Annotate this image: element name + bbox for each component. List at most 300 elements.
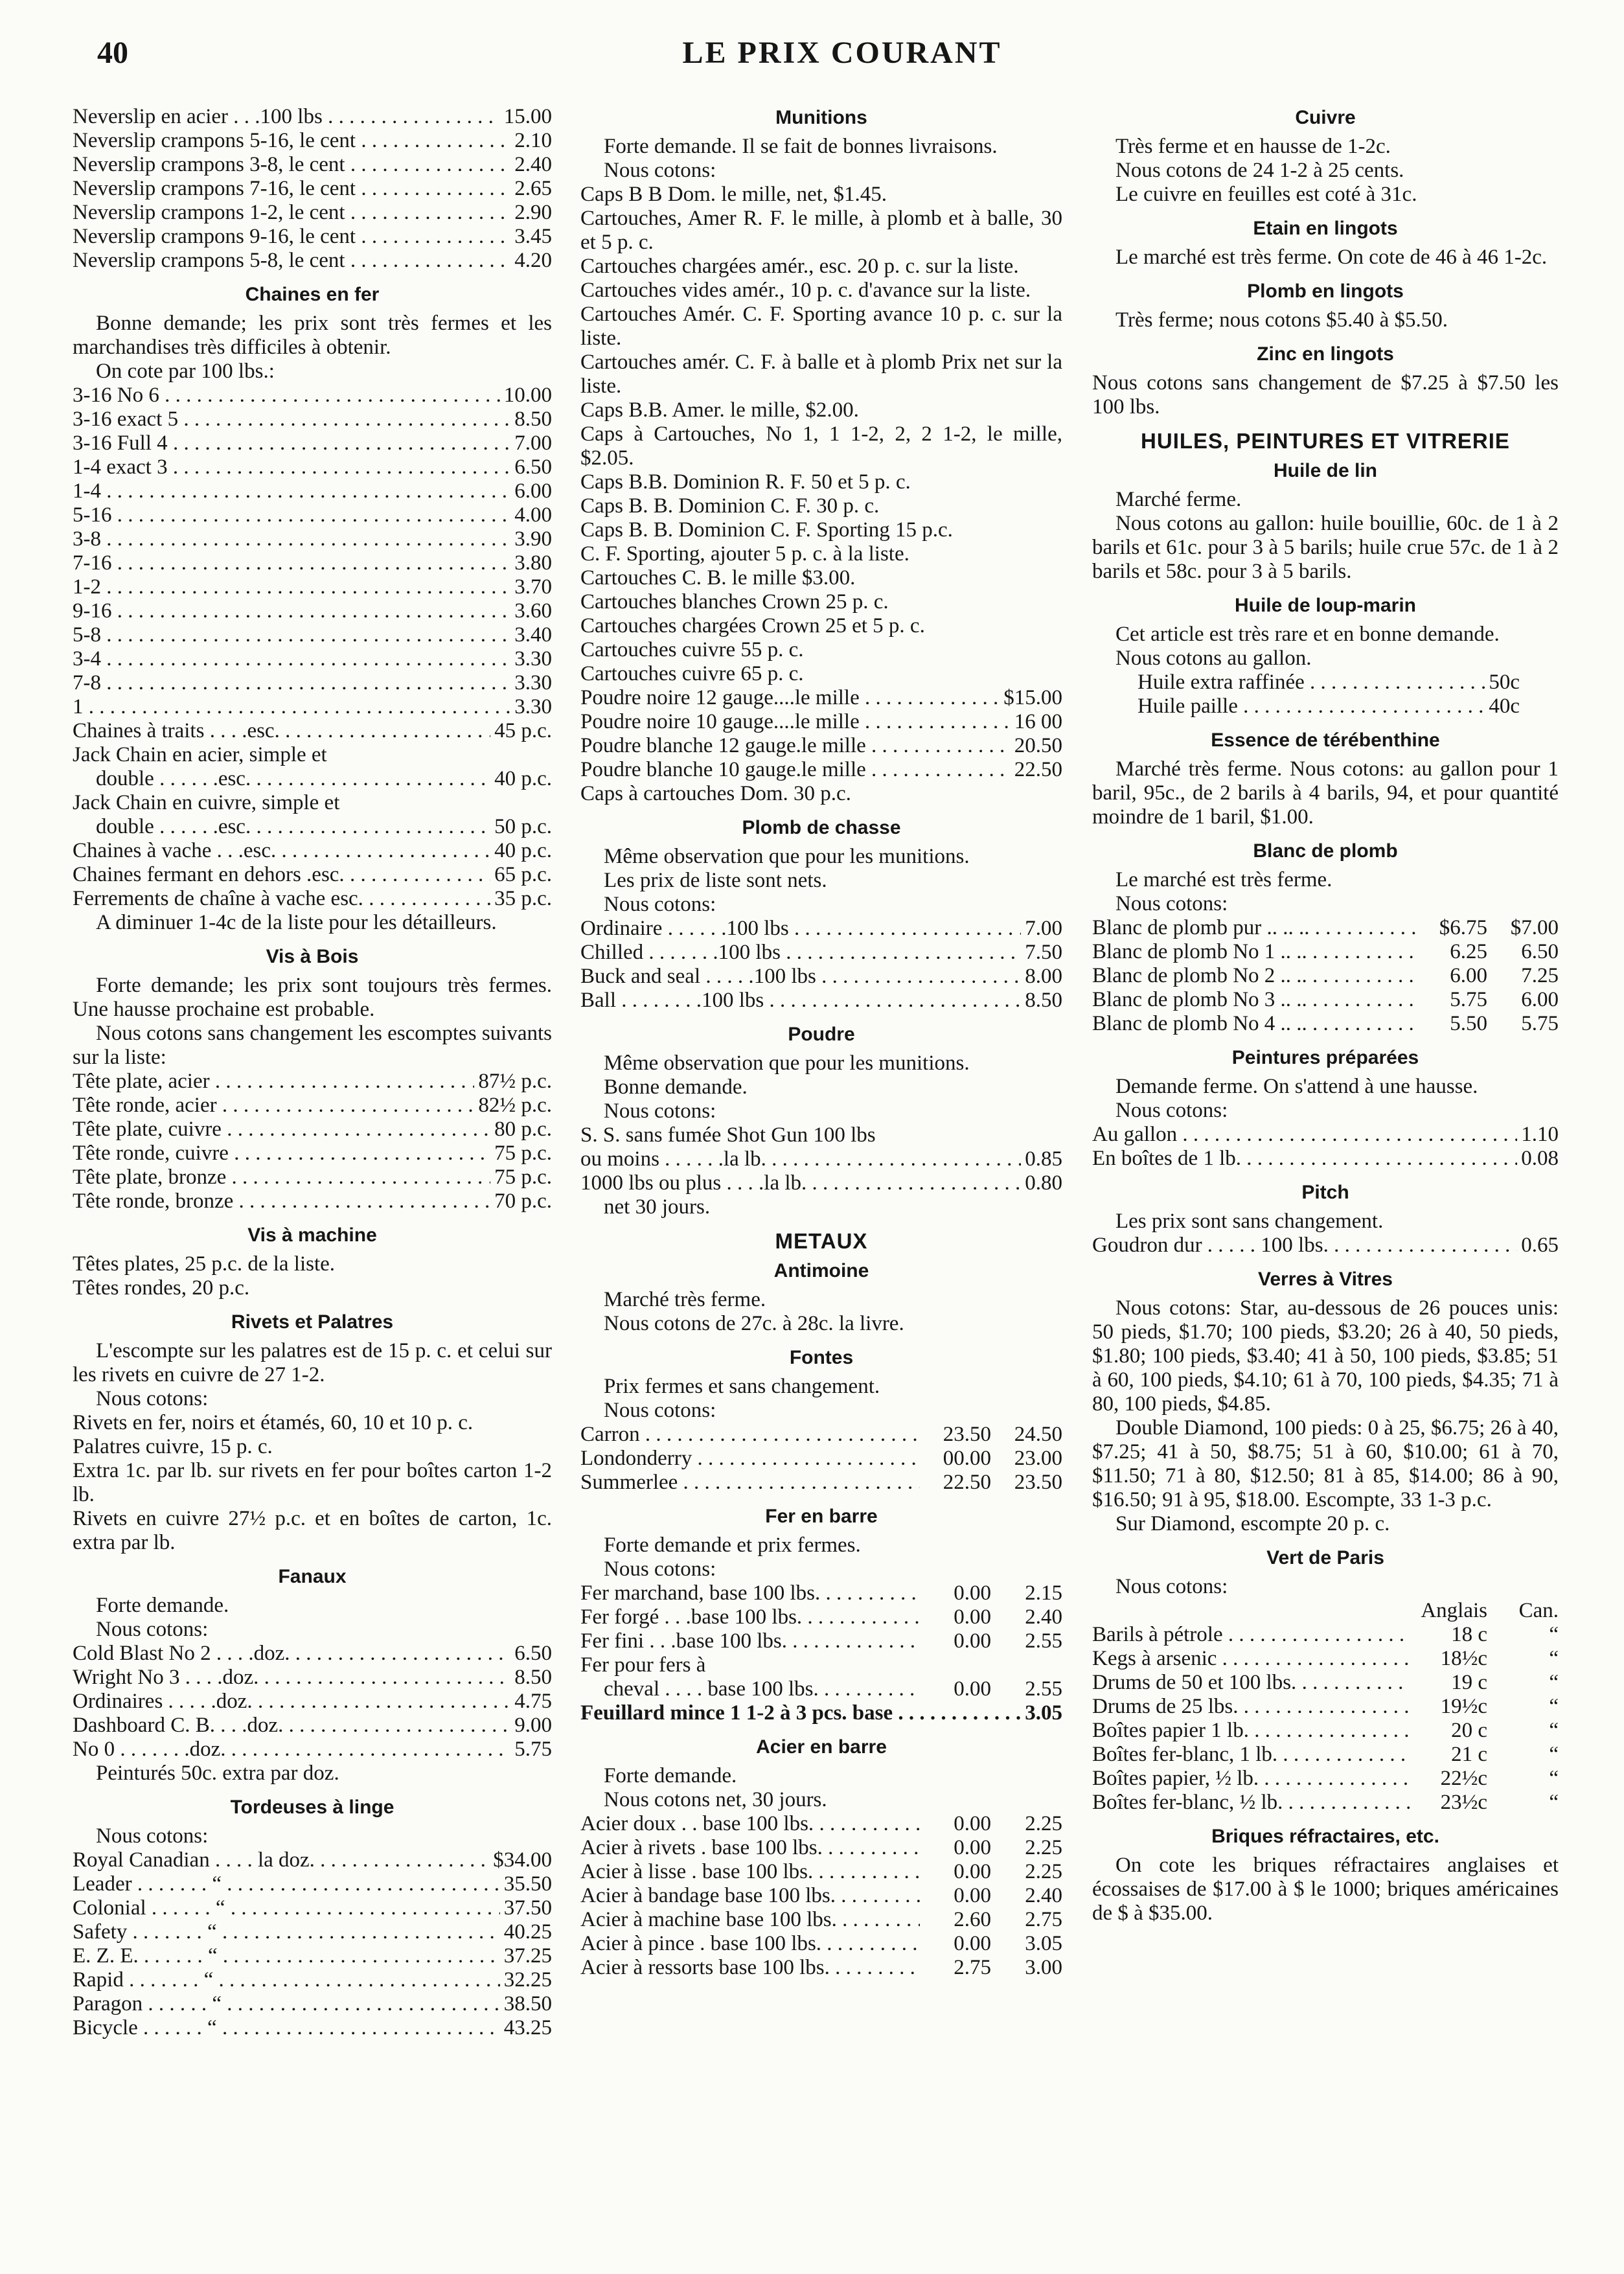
fontes-intro: Prix fermes et sans changement.: [604, 1375, 880, 1398]
column-3: [1092, 105, 1559, 1925]
neverslip-row: [73, 249, 552, 273]
essence-text: Marché très ferme. Nous cotons: au gallon pour 1 baril, 95c., de 2 barils à 4 barils, 94, et pour quantité moindre de 1 baril, $1.00.: [1092, 757, 1559, 829]
poudre-mille-value: 16 00: [1014, 710, 1062, 733]
plomb-chasse-label: Ordinaire . . . . . .100 lbs . . .: [580, 917, 1021, 941]
munitions-cote: Nous cotons:: [604, 159, 716, 182]
chaine-row: [73, 623, 552, 647]
vis-bois-label: Tête plate, cuivre . . . . . . .: [73, 1118, 490, 1142]
pitch-1: Les prix sont sans changement.: [1115, 1210, 1384, 1233]
fonte-label: Carron . . . . . . . . . . .: [580, 1423, 920, 1447]
chaine-extra-label: Chaines fermant en dehors .esc. . . .: [73, 863, 490, 887]
section-heading-vis-bois: Vis à Bois: [266, 946, 359, 967]
blanc-plomb-value-a: 6.00: [1450, 964, 1487, 987]
vert-paris-value-b: “: [1549, 1743, 1559, 1766]
vis-bois-row: [73, 1094, 552, 1118]
chaines-list: [73, 384, 552, 743]
acier-row: [580, 1860, 1062, 1884]
chaine-row: [73, 527, 552, 551]
chaine-value: 3.30: [514, 647, 552, 671]
fanal-row: [73, 1690, 552, 1714]
vis-bois-row: [73, 1142, 552, 1166]
chaine-label: 3-16 exact 5 . . .: [73, 408, 510, 431]
section-heading-antimoine: Antimoine: [773, 1260, 869, 1281]
blanc-plomb-label: Blanc de plomb pur .. .. .. . . .: [1092, 916, 1416, 940]
poudre-intro: Même observation que pour les munitions.: [604, 1051, 970, 1075]
vert-paris-row: [1092, 1671, 1559, 1695]
fer-value-b: 2.40: [1025, 1605, 1062, 1629]
blanc-plomb-value-a: 5.75: [1450, 988, 1487, 1011]
fanal-label: Dashboard C. B. . . .doz. . . .: [73, 1714, 510, 1738]
acier-list: [580, 1812, 1062, 1980]
munition-line: Cartouches vides amér., 10 p. c. d'avance sur la liste.: [580, 279, 1031, 302]
chaine-row: [73, 671, 552, 695]
vert-paris-value-a: 22½c: [1440, 1767, 1487, 1790]
poudres-list: [580, 686, 1062, 782]
huile-loup-row: [1138, 671, 1520, 695]
vert-paris-value-a: 19½c: [1440, 1695, 1487, 1718]
poudre-mille-row: [580, 686, 1062, 710]
munition-line: Caps B. B. Dominion C. F. 30 p. c.: [580, 494, 880, 518]
neverslip-value: 15.00: [503, 105, 552, 128]
peinture-row: [1092, 1147, 1559, 1171]
fanal-value: 8.50: [514, 1666, 552, 1689]
plomb-note: Les prix de liste sont nets.: [604, 869, 827, 892]
chaine-label: 1 . . .: [73, 695, 510, 719]
acier-row: [580, 1956, 1062, 1980]
fontes-cote: Nous cotons:: [604, 1399, 716, 1422]
blanc-plomb-label: Blanc de plomb No 2 .. .. . . .: [1092, 964, 1416, 988]
chaine-extra-value: 65 p.c.: [494, 863, 552, 886]
fanal-row: [73, 1642, 552, 1666]
peinture-label: Au gallon . . . . . . . . . . . .: [1092, 1123, 1517, 1147]
munition-line: Caps B.B. Amer. le mille, $2.00.: [580, 398, 859, 422]
fonte-row: [580, 1423, 1062, 1447]
blanc-plomb-label: Blanc de plomb No 4 .. .. . . .: [1092, 1012, 1416, 1036]
fanaux-note: Peinturés 50c. extra par doz.: [96, 1762, 339, 1785]
chaine-label: 7-8 . . .: [73, 671, 510, 695]
vert-paris-label: Barils à pétrole . . . . . .: [1092, 1623, 1410, 1647]
poudre-ss-row: [580, 1147, 1062, 1171]
plomb-chasse-row: [580, 965, 1062, 989]
plomb-chasse-row: [580, 989, 1062, 1013]
neverslip-label: Neverslip crampons 1-2, le cent . . . .: [73, 201, 510, 225]
fanaux-list: [73, 1642, 552, 1762]
acier-value-b: 2.25: [1025, 1812, 1062, 1835]
vis-bois-value: 82½ p.c.: [478, 1094, 552, 1117]
section-heading-munitions: Munitions: [775, 107, 867, 128]
section-heading-briques: Briques réfractaires, etc.: [1211, 1826, 1439, 1847]
blanc-plomb-value-a: 5.50: [1450, 1012, 1487, 1035]
acier-value-b: 2.25: [1025, 1836, 1062, 1859]
vis-bois-row: [73, 1070, 552, 1094]
munitions-intro: Forte demande. Il se fait de bonnes livraisons.: [604, 135, 998, 158]
poudre-cote: Nous cotons:: [604, 1099, 716, 1123]
plomb-cote: Nous cotons:: [604, 893, 716, 916]
tordeuse-row: [73, 1920, 552, 1944]
neverslip-label: Neverslip crampons 5-16, le cent . . . .: [73, 129, 510, 153]
section-heading-essence: Essence de térébenthine: [1211, 729, 1440, 751]
huile-lin-2: Nous cotons au gallon: huile bouillie, 60c. de 1 à 2 barils et 61c. pour 3 à 5 barils; huile crue 57c. de 1 à 2 barils et 58c. pour 3 à 5 barils.: [1092, 512, 1559, 583]
plomb-chasse-value: 7.50: [1025, 941, 1062, 964]
chaine-label: 1-2 . . .: [73, 575, 510, 599]
neverslip-list: [73, 105, 552, 273]
loup-2: Nous cotons au gallon.: [1115, 647, 1312, 670]
poudre-mille-row: [580, 758, 1062, 782]
poudre-ss-value: 0.85: [1025, 1147, 1062, 1171]
neverslip-value: 2.65: [514, 177, 552, 200]
blanc-plomb-value-b: 6.00: [1521, 988, 1559, 1011]
huile-loup-label: Huile extra raffinée . . . .: [1138, 671, 1485, 695]
chaine-value: 3.30: [514, 695, 552, 718]
vert-paris-row: [1092, 1767, 1559, 1791]
chaine-row: [73, 575, 552, 599]
fer-value-a: 0.00: [954, 1629, 991, 1653]
poudre-ss-value: 0.80: [1025, 1171, 1062, 1195]
fonte-value-a: 22.50: [943, 1471, 991, 1494]
etain-text: Le marché est très ferme. On cote de 46 à 46 1-2c.: [1115, 246, 1548, 269]
blanc-plomb-row: [1092, 964, 1559, 988]
chaine-label: 3-16 No 6 . . .: [73, 384, 500, 408]
acier-row: [580, 1932, 1062, 1956]
neverslip-row: [73, 225, 552, 249]
blanc-list: [1092, 916, 1559, 1036]
fanal-value: 5.75: [514, 1738, 552, 1761]
fer-value-b: 2.55: [1025, 1629, 1062, 1653]
rivets-line: Rivets en fer, noirs et étamés, 60, 10 et 10 p. c.: [73, 1411, 474, 1434]
vis-bois-label: Tête ronde, bronze . . . . . . .: [73, 1189, 490, 1213]
fer-list: [580, 1581, 1062, 1653]
chaine-row: [73, 551, 552, 575]
chaine-value: 4.00: [514, 503, 552, 527]
acier-value-b: 2.75: [1025, 1908, 1062, 1931]
tordeuses-list: [73, 1848, 552, 2040]
section-heading-chaines: Chaines en fer: [245, 284, 380, 305]
zinc-text: Nous cotons sans changement de $7.25 à $7.50 les 100 lbs.: [1092, 371, 1559, 419]
verres-3: Sur Diamond, escompte 20 p. c.: [1115, 1512, 1390, 1535]
acier-value-a: 0.00: [954, 1860, 991, 1883]
section-heading-poudre: Poudre: [788, 1024, 855, 1045]
poudre-ss-row: [580, 1171, 1062, 1195]
section-heading-plomb-chasse: Plomb de chasse: [742, 817, 901, 838]
vert-paris-label: Boîtes papier 1 lb. . . . . . .: [1092, 1719, 1410, 1743]
chaine-value: 6.00: [514, 479, 552, 503]
chaine-value: 45 p.c.: [494, 719, 552, 742]
chaines-list-2: [73, 839, 552, 911]
tordeuse-label: Rapid . . . . . . . “ . . .: [73, 1968, 500, 1992]
munition-line: C. F. Sporting, ajouter 5 p. c. à la liste.: [580, 542, 909, 566]
chaine-extra-row: [73, 863, 552, 887]
tordeuse-label: Bicycle . . . . . . “ . . .: [73, 2016, 500, 2040]
neverslip-row: [73, 201, 552, 225]
section-heading-blanc-plomb: Blanc de plomb: [1253, 840, 1398, 862]
poudre-mille-row: [580, 734, 1062, 758]
neverslip-row: [73, 129, 552, 153]
munition-line: Caps B B Dom. le mille, net, $1.45.: [580, 183, 887, 206]
neverslip-value: 3.45: [514, 225, 552, 248]
vert-paris-label: Drums de 50 et 100 lbs. . . .: [1092, 1671, 1410, 1695]
blanc-1: Le marché est très ferme.: [1115, 868, 1332, 891]
fonte-label: Londonderry . . . . . . . . .: [580, 1447, 920, 1471]
jack-chain-cuivre-row: double . . . . . .esc. . . . 50 p.c.: [73, 815, 552, 839]
peinture-value: 1.10: [1521, 1123, 1559, 1146]
rivets-line: Rivets en cuivre 27½ p.c. et en boîtes de carton, 1c. extra par lb.: [73, 1507, 552, 1554]
chaine-row: [73, 719, 552, 743]
munition-line: Cartouches chargées Crown 25 et 5 p. c.: [580, 614, 925, 637]
column-2: [580, 105, 1062, 1980]
plomb-lingots-text: Très ferme; nous cotons $5.40 à $5.50.: [1115, 308, 1448, 332]
chaine-row: [73, 647, 552, 671]
acier-value-b: 3.00: [1025, 1956, 1062, 1979]
blanc-plomb-label: Blanc de plomb No 1 .. .. . . .: [1092, 940, 1416, 964]
vert-paris-value-b: “: [1549, 1791, 1559, 1814]
fonte-value-a: 00.00: [943, 1447, 991, 1470]
blanc-plomb-row: [1092, 940, 1559, 964]
cuivre-line: Le cuivre en feuilles est coté à 31c.: [1115, 183, 1417, 206]
plomb-list: [580, 917, 1062, 1013]
poudre-mille-row: [580, 710, 1062, 734]
poudre-ss-label: ou moins . . . . . .la lb. . . .: [580, 1147, 1021, 1171]
chaine-extra-value: 40 p.c.: [494, 839, 552, 862]
tordeuse-row: [73, 1968, 552, 1992]
vert-paris-value-a: 19 c: [1451, 1671, 1487, 1694]
cuivre-line: Très ferme et en hausse de 1-2c.: [1115, 135, 1391, 158]
section-heading-fer-barre: Fer en barre: [765, 1506, 878, 1527]
poudre-mille-value: $15.00: [1003, 686, 1062, 709]
section-heading-verres: Verres à Vitres: [1258, 1269, 1393, 1290]
fanal-value: 9.00: [514, 1714, 552, 1737]
fanal-row: [73, 1714, 552, 1738]
jack-chain-acier-row: double . . . . . .esc. . . . 40 p.c.: [73, 767, 552, 791]
neverslip-label: Neverslip crampons 9-16, le cent . . . .: [73, 225, 510, 249]
plomb-chasse-value: 8.00: [1025, 965, 1062, 988]
tordeuse-row: [73, 1896, 552, 1920]
chaine-row: [73, 599, 552, 623]
acier-label: Acier à machine base 100 lbs. . . .: [580, 1908, 920, 1932]
peintures-list: [1092, 1123, 1559, 1171]
acier-value-b: 2.25: [1025, 1860, 1062, 1883]
chaine-value: 3.60: [514, 599, 552, 623]
chaine-row: [73, 408, 552, 431]
chaine-row: [73, 503, 552, 527]
munitions-list: [580, 183, 1062, 686]
vert-paris-value-b: “: [1549, 1623, 1559, 1646]
acier-value-b: 2.40: [1025, 1884, 1062, 1907]
fonte-row: [580, 1447, 1062, 1471]
vert-paris-value-b: “: [1549, 1671, 1559, 1694]
plomb-intro: Même observation que pour les munitions.: [604, 845, 970, 868]
munition-line: Cartouches C. B. le mille $3.00.: [580, 566, 856, 590]
peintures-2: Nous cotons:: [1115, 1099, 1228, 1122]
feuillard-row: Feuillard mince 1 1-2 à 3 pcs. base . . . 3.05: [580, 1701, 1062, 1725]
chaine-row: [73, 431, 552, 455]
section-heading-huile-lin: Huile de lin: [1273, 460, 1378, 481]
plomb-chasse-value: 8.50: [1025, 989, 1062, 1012]
acier-cote: Nous cotons net, 30 jours.: [604, 1788, 827, 1811]
chaines-cote: On cote par 100 lbs.:: [96, 360, 275, 383]
munition-line: Caps à Cartouches, No 1, 1 1-2, 2, 2 1-2, le mille, $2.05.: [580, 422, 1062, 470]
tordeuse-row: [73, 1872, 552, 1896]
page-number: 40: [97, 36, 128, 70]
fonte-label: Summerlee . . . . . . . . . .: [580, 1471, 920, 1495]
chaine-value: 3.90: [514, 527, 552, 551]
poudre-mille-label: Poudre noire 10 gauge....le mille . . .: [580, 710, 1011, 734]
acier-value-a: 2.60: [954, 1908, 991, 1931]
fanal-value: 6.50: [514, 1642, 552, 1665]
huile-loup-value: 50c: [1489, 671, 1520, 694]
peinture-label: En boîtes de 1 lb. . . . . . . . . .: [1092, 1147, 1517, 1171]
chaine-value: 3.70: [514, 575, 552, 599]
antimoine-line: Nous cotons de 27c. à 28c. la livre.: [604, 1312, 904, 1335]
neverslip-value: 4.20: [514, 249, 552, 272]
vert-paris-value-a: 20 c: [1451, 1719, 1487, 1742]
neverslip-label: Neverslip crampons 7-16, le cent . . . .: [73, 177, 510, 201]
acier-label: Acier doux . . base 100 lbs. . . .: [580, 1812, 920, 1836]
briques-text: On cote les briques réfractaires anglaises et écossaises de $17.00 à $ le 1000; briques américaines de $ à $35.00.: [1092, 1854, 1559, 1925]
loup-1: Cet article est très rare et en bonne demande.: [1115, 623, 1500, 646]
tordeuse-label: Leader . . . . . . . “ . . .: [73, 1872, 500, 1896]
neverslip-value: 2.40: [514, 153, 552, 176]
poudre-mille-label: Poudre noire 12 gauge....le mille . . .: [580, 686, 1000, 710]
vis-machine-line: Têtes plates, 25 p.c. de la liste.: [73, 1252, 336, 1276]
section-heading-peintures: Peintures préparées: [1231, 1047, 1419, 1068]
chaine-label: 5-16 . . .: [73, 503, 510, 527]
tordeuse-label: Safety . . . . . . . “ . . .: [73, 1920, 500, 1944]
chaines-intro: Bonne demande; les prix sont très fermes et les marchandises très difficiles à obtenir.: [73, 312, 552, 359]
vert-paris-row: [1092, 1623, 1559, 1647]
tordeuse-value: 35.50: [503, 1872, 552, 1896]
chaine-label: 1-4 exact 3 . . .: [73, 455, 510, 479]
acier-value-a: 0.00: [954, 1932, 991, 1955]
tordeuse-value: 43.25: [503, 2016, 552, 2039]
chaine-row: [73, 479, 552, 503]
vert-paris-label: Boîtes fer-blanc, 1 lb. . . . .: [1092, 1743, 1410, 1767]
rivets-line: Palatres cuivre, 15 p. c.: [73, 1435, 273, 1458]
fer-row: [580, 1581, 1062, 1605]
vert-cote: Nous cotons:: [1115, 1575, 1228, 1598]
plomb-chasse-row: [580, 917, 1062, 941]
plomb-chasse-label: Buck and seal . . . . .100 lbs . . .: [580, 965, 1021, 989]
column-1: [73, 105, 552, 2040]
fanal-label: No 0 . . . . . . .doz. . . .: [73, 1738, 510, 1762]
tordeuse-label: E. Z. E. . . . . . . “ . . .: [73, 1944, 500, 1968]
peinture-row: [1092, 1123, 1559, 1147]
tordeuse-label: Paragon . . . . . . “ . . .: [73, 1992, 500, 2016]
huile-loup-value: 40c: [1489, 695, 1520, 718]
munition-line: Cartouches, Amer R. F. le mille, à plomb et à balle, 30 et 5 p. c.: [580, 207, 1062, 254]
jack-chain-cuivre-label: Jack Chain en cuivre, simple et: [73, 791, 340, 814]
chaine-extra-label: Ferrements de chaîne à vache esc. . . .: [73, 887, 490, 911]
chaine-extra-row: [73, 887, 552, 911]
blanc-plomb-value-a: $6.75: [1439, 916, 1487, 939]
vert-paris-label: Boîtes papier, ½ lb. . . . . . .: [1092, 1767, 1410, 1791]
fer-intro: Forte demande et prix fermes.: [604, 1533, 861, 1557]
acier-label: Acier à ressorts base 100 lbs. . . .: [580, 1956, 920, 1980]
section-heading-rivets: Rivets et Palatres: [231, 1311, 394, 1333]
page-header: [91, 35, 1594, 74]
section-heading-etain: Etain en lingots: [1253, 218, 1398, 239]
acier-label: Acier à bandage base 100 lbs. . . .: [580, 1884, 920, 1908]
vert-paris-label: Boîtes fer-blanc, ½ lb. . . . .: [1092, 1791, 1410, 1815]
acier-row: [580, 1884, 1062, 1908]
huile-lin-1: Marché ferme.: [1115, 488, 1242, 511]
acier-value-b: 3.05: [1025, 1932, 1062, 1955]
section-heading-pitch: Pitch: [1301, 1182, 1349, 1203]
fer-cote: Nous cotons:: [604, 1557, 716, 1581]
tordeuse-value: 32.25: [503, 1968, 552, 1992]
tordeuse-value: $34.00: [493, 1848, 552, 1872]
munition-line: Cartouches cuivre 65 p. c.: [580, 662, 804, 685]
chaine-label: 3-16 Full 4 . . .: [73, 431, 510, 455]
poudre-demande: Bonne demande.: [604, 1075, 748, 1099]
section-heading-plomb-lingots: Plomb en lingots: [1247, 281, 1404, 302]
munition-line: Cartouches cuivre 55 p. c.: [580, 638, 804, 661]
vis-bois-row: [73, 1189, 552, 1213]
chaine-value: 7.00: [514, 431, 552, 455]
loup-list: [1092, 671, 1559, 718]
plomb-chasse-label: Chilled . . . . . . .100 lbs . . .: [580, 941, 1021, 965]
vert-paris-label: Kegs à arsenic . . . . . .: [1092, 1647, 1410, 1671]
acier-label: Acier à pince . base 100 lbs. . . .: [580, 1932, 920, 1956]
huile-loup-row: [1138, 695, 1520, 718]
fer-value-b: 2.15: [1025, 1581, 1062, 1605]
section-heading-acier-barre: Acier en barre: [756, 1736, 887, 1758]
vert-paris-row: [1092, 1695, 1559, 1719]
tordeuse-label: Royal Canadian . . . . la doz. . . .: [73, 1848, 489, 1872]
jack-chain-acier-label: Jack Chain en acier, simple et: [73, 743, 327, 766]
vis-bois-cote: Nous cotons sans changement les escomptes suivants sur la liste:: [73, 1022, 552, 1069]
vis-bois-label: Tête plate, bronze . . . . . . .: [73, 1166, 490, 1189]
tordeuse-row: [73, 1944, 552, 1968]
fer-label: Fer marchand, base 100 lbs. . . .: [580, 1581, 920, 1605]
antimoine-line: Marché très ferme.: [604, 1288, 766, 1311]
acier-value-a: 2.75: [954, 1956, 991, 1979]
neverslip-row: [73, 105, 552, 129]
chaine-value: 6.50: [514, 455, 552, 479]
vert-paris-value-a: 18 c: [1451, 1623, 1487, 1646]
vert-head-row: Anglais Can.: [1421, 1599, 1559, 1622]
vis-bois-row: [73, 1166, 552, 1189]
section-heading-huiles: HUILES, PEINTURES ET VITRERIE: [1141, 429, 1510, 453]
chaine-value: 3.30: [514, 671, 552, 695]
vis-bois-value: 87½ p.c.: [478, 1070, 552, 1093]
chaine-label: 5-8 . . .: [73, 623, 510, 647]
acier-value-a: 0.00: [954, 1884, 991, 1907]
chaine-value: 10.00: [503, 384, 552, 407]
blanc-plomb-value-b: $7.00: [1510, 916, 1559, 939]
fanal-label: Ordinaires . . . . .doz. . . .: [73, 1690, 510, 1714]
vert-paris-value-b: “: [1549, 1767, 1559, 1790]
page-title: LE PRIX COURANT: [682, 36, 1002, 70]
blanc-plomb-label: Blanc de plomb No 3 .. .. . . .: [1092, 988, 1416, 1012]
chaine-row: [73, 455, 552, 479]
chaine-value: 3.40: [514, 623, 552, 647]
chaine-row: [73, 384, 552, 408]
munition-line: Cartouches amér. C. F. à balle et à plomb Prix net sur la liste.: [580, 350, 1062, 398]
cuivre-list: [1092, 135, 1559, 207]
acier-value-a: 0.00: [954, 1836, 991, 1859]
fanal-row: [73, 1738, 552, 1762]
fanal-label: Wright No 3 . . . .doz. . . .: [73, 1666, 510, 1690]
vis-bois-label: Tête ronde, acier . . . . . . .: [73, 1094, 474, 1118]
fanaux-cote: Nous cotons:: [96, 1618, 209, 1641]
blanc-plomb-row: [1092, 988, 1559, 1012]
chaine-extra-row: [73, 839, 552, 863]
fer-pour-label: Fer pour fers à: [580, 1653, 706, 1677]
peintures-1: Demande ferme. On s'attend à une hausse.: [1115, 1075, 1478, 1098]
acier-value-a: 0.00: [954, 1812, 991, 1835]
vert-paris-row: [1092, 1791, 1559, 1815]
tordeuse-value: 40.25: [503, 1920, 552, 1944]
